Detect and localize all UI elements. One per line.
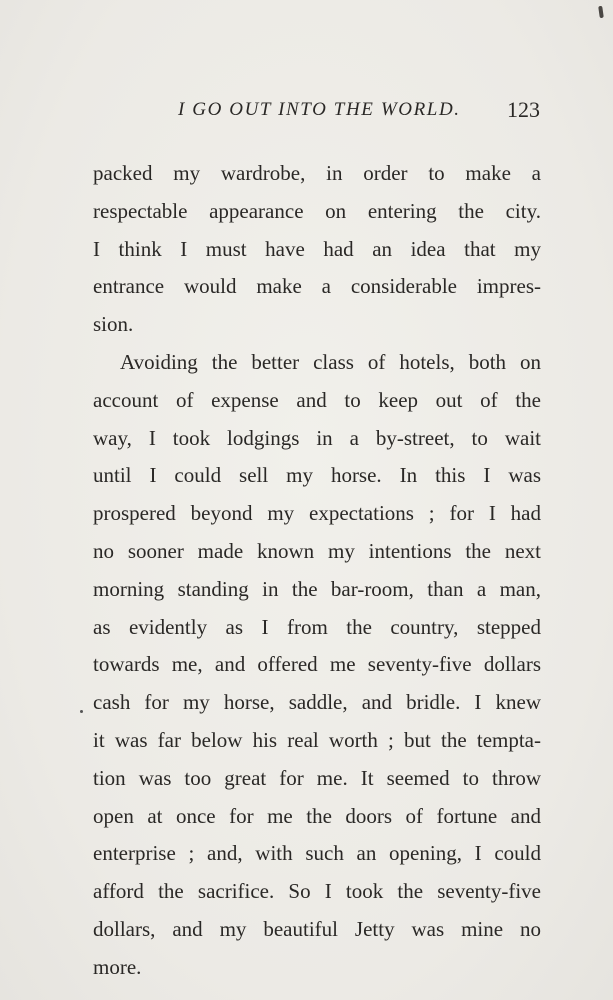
page-header (0, 97, 613, 127)
text-line: respectable appearance on entering the city. (93, 198, 541, 223)
page-edge-mark (598, 6, 604, 18)
page-number: 123 (507, 97, 540, 122)
body-text (93, 155, 541, 987)
text-line: entrance would make a considerable impres- (93, 274, 541, 299)
margin-speck (80, 710, 83, 713)
text-line: enterprise ; and, with such an opening, I could (93, 841, 541, 866)
text-line: no sooner made known my intentions the next (93, 538, 541, 563)
text-line: packed my wardrobe, in order to make a (93, 161, 541, 185)
text-line: towards me, and offered me seventy-five dollars (93, 652, 541, 677)
text-line: way, I took lodgings in a by-street, to wait (93, 425, 541, 450)
text-line: until I could sell my horse. In this I was (93, 463, 541, 488)
text-line: account of expense and to keep out of the (93, 387, 541, 412)
paragraph-2 (93, 344, 541, 987)
paragraph-1 (93, 155, 541, 344)
text-line: prospered beyond my expectations ; for I had (93, 501, 541, 526)
text-line: I think I must have had an idea that my (93, 236, 541, 261)
text-line: open at once for me the doors of fortune and (93, 803, 541, 828)
text-line: morning standing in the bar-room, than a man, (93, 576, 541, 601)
text-line: it was far below his real worth ; but the tempta- (93, 727, 541, 752)
text-line: tion was too great for me. It seemed to throw (93, 765, 541, 790)
text-line: sion. (93, 312, 134, 337)
running-title: I GO OUT INTO THE WORLD. (178, 99, 461, 120)
text-line: dollars, and my beautiful Jetty was mine no (93, 916, 541, 941)
text-line: more. (93, 954, 142, 979)
text-line: Avoiding the better class of hotels, both on (120, 349, 541, 374)
text-line: cash for my horse, saddle, and bridle. I knew (93, 690, 541, 715)
text-line: afford the sacrifice. So I took the seventy-five (93, 879, 541, 904)
text-line: as evidently as I from the country, stepped (93, 614, 541, 639)
